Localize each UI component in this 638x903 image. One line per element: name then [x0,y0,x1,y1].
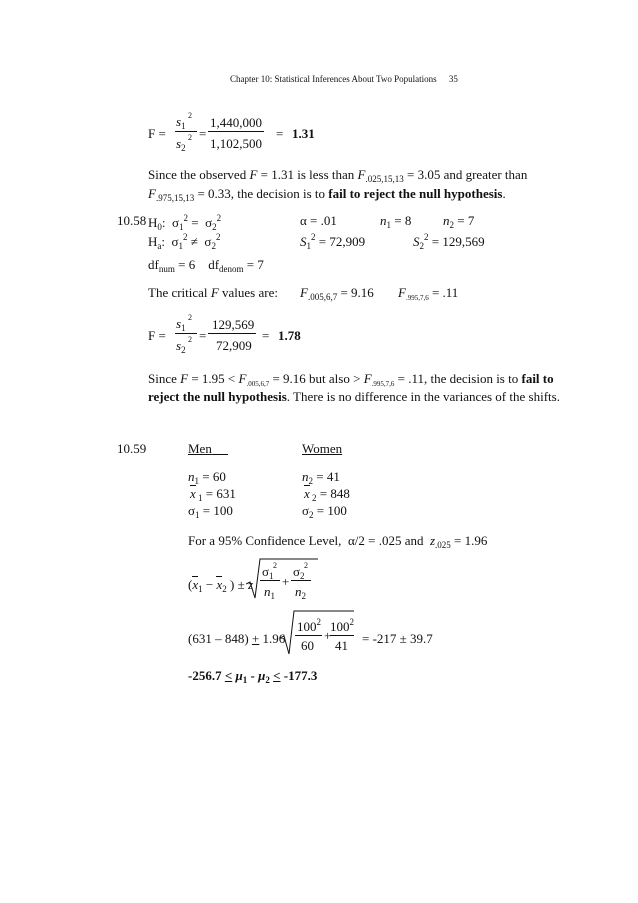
since-line-2: $F_{.975,15,13} = 0.33$, the decision is to fail to reject the null hypothesis. [148,186,506,203]
problem-number-10-58: 10.58 [117,213,147,228]
men-heading: Men [188,441,212,456]
denominator: 72,909 [216,338,252,353]
s1-squared: $s_1$ [176,114,186,131]
f-result: 1.78 [278,328,301,343]
df-line: $df_{num} = 6$ $df_{denom} = 7$ [148,257,264,274]
women-xbar: x $_2$ = 848 [304,486,350,503]
critical-values-line: The critical F values are: [148,285,278,300]
n2-value: $n_2 = 7$ [443,213,475,230]
numerator: 1,440,000 [210,115,262,130]
women-heading: Women [302,441,343,456]
numerator: 129,569 [212,317,255,332]
men-xbar: x $_1$ = 631 [190,486,236,503]
problem-number-10-59: 10.59 [117,441,147,456]
since-line-1: Since the observed F = 1.31 is less than $F_{.025,15,13} = 3.05$ and greater than [148,167,528,184]
n1-value: $n_1 = 8$ [380,213,412,230]
denominator: 1,102,500 [210,136,262,151]
since-line-10-58-b: reject the null hypothesis. There is no difference in the variances of the shifts. [148,389,560,404]
confidence-line: For a 95% Confidence Level, α/2 = .025 and $z_{.025} = 1.96$ [188,533,488,550]
ha-line: $H_a$: $\sigma_1^2 \ne \sigma_2^2$ [148,232,221,251]
since-line-10-58-a: Since $F = 1.95 < F_{.005,6,7} = 9.16$ but also > $F_{.995,7,6} = .11$, the decision is to fail to [148,371,554,388]
ci-result: = -217 ± 39.7 [362,631,433,646]
critical-value-upper: $F_{.005,6,7} = 9.16$ [300,285,374,302]
women-sigma: $\sigma_2 = 100$ [302,503,347,520]
s2-squared: $s_2$ [176,136,186,153]
women-n: $n_2 = 41$ [302,469,340,486]
final-interval: $-256.7 < \mu_1 - \mu_2 < -177.3$ [188,668,318,685]
s1-value: $S_1^2 = 72,909$ [300,232,366,251]
f-result: 1.31 [292,126,315,141]
fraction-bar [175,131,197,132]
critical-value-lower: $F_{.995,7,6} = .11$ [398,285,459,302]
header-title: Chapter 10: Statistical Inferences About Two Populations [230,74,437,84]
alpha-value: α = .01 [300,213,337,228]
running-header [230,74,458,84]
f-label: F = [148,126,166,141]
men-sigma: $\sigma_1 = 100$ [188,503,233,520]
men-n: $n_1 = 60$ [188,469,226,486]
h0-line: $H_0$: $\sigma_1^2 = \sigma_2^2$ [148,213,222,232]
page-number: 35 [448,74,458,84]
s2-value: $S_2^2 = 129,569$ [413,232,485,251]
